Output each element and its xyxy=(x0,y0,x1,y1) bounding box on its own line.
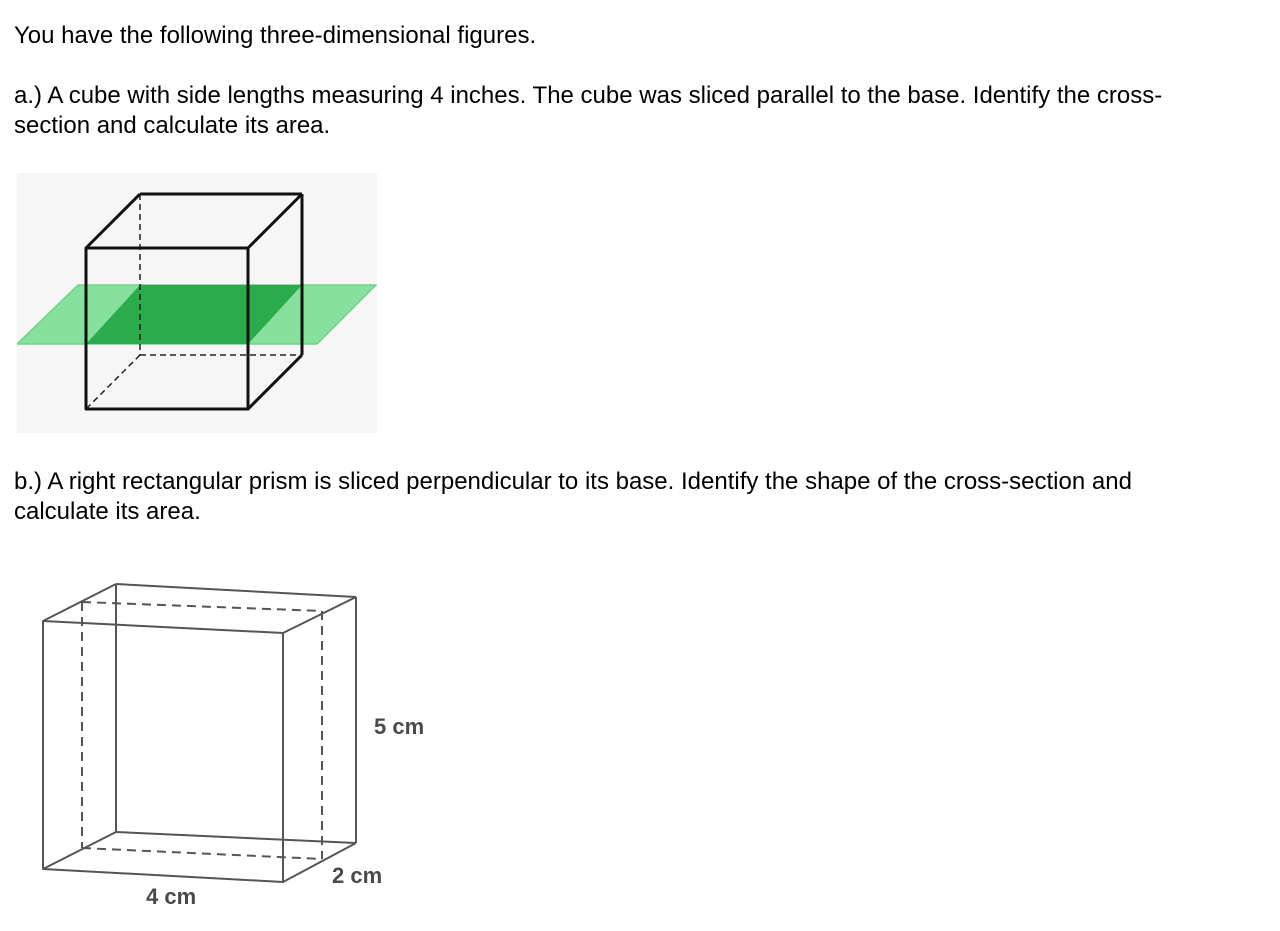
question-a-line-1: a.) A cube with side lengths measuring 4 inches. The cube was sliced parallel to the base. Identify the cross- xyxy=(14,82,1163,109)
height-label: 5 cm xyxy=(374,714,425,739)
prism-slice-figure xyxy=(0,560,470,920)
cube-slice-figure xyxy=(17,173,377,433)
intro-text: You have the following three-dimensional figures. xyxy=(14,22,537,49)
prism-edges xyxy=(43,584,356,882)
question-a-line-2: section and calculate its area. xyxy=(14,112,331,139)
depth-label: 2 cm xyxy=(332,863,383,888)
question-b-line-2: calculate its area. xyxy=(14,498,201,525)
width-label: 4 cm xyxy=(146,884,197,909)
question-b-line-1: b.) A right rectangular prism is sliced perpendicular to its base. Identify the shape of the cross-section and xyxy=(14,468,1132,495)
slice-dashed-lines xyxy=(82,602,322,859)
